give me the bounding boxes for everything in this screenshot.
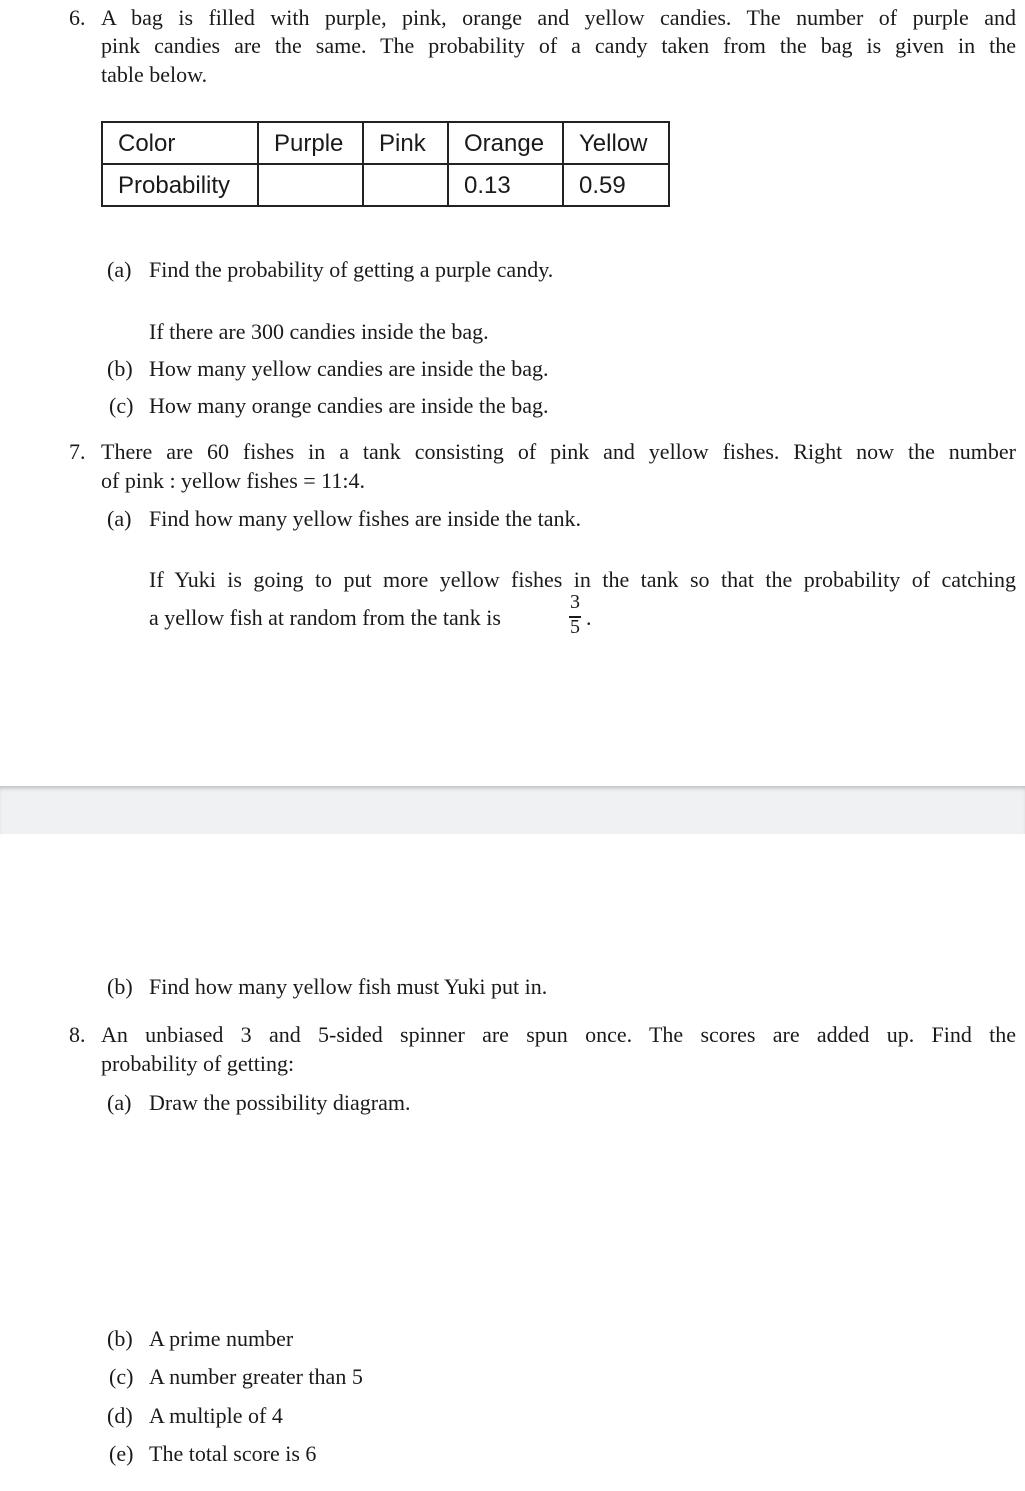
q8-part-b-text: A prime number — [149, 1326, 294, 1351]
question-6-line-3: table below. — [101, 62, 208, 87]
q7-part-b-label: (b) — [107, 974, 133, 999]
table-cell: Orange — [448, 122, 563, 164]
fraction-three-fifths — [565, 588, 585, 648]
q6-part-c-label: (c) — [109, 393, 134, 418]
question-7-number: 7. — [69, 439, 86, 464]
q6-part-a-label: (a) — [107, 257, 132, 282]
q6-part-a-text: Find the probability of getting a purple candy. — [149, 257, 554, 282]
q8-part-c-label: (c) — [109, 1364, 134, 1389]
table-cell: 0.13 — [448, 164, 563, 206]
table-cell: Pink — [363, 122, 448, 164]
q8-part-d-text: A multiple of 4 — [149, 1403, 283, 1428]
q6-part-c-text: How many orange candies are inside the bag. — [149, 393, 549, 418]
table-cell — [363, 164, 448, 206]
table-row — [102, 164, 669, 206]
q7-condition-line-1: If Yuki is going to put more yellow fishes in the tank so that the probability of catching — [149, 567, 1016, 592]
q8-part-a-label: (a) — [107, 1090, 132, 1115]
table-cell: Probability — [102, 164, 258, 206]
question-7-line-2: of pink : yellow fishes = 11:4. — [101, 468, 365, 493]
q7-part-b-text: Find how many yellow fish must Yuki put in. — [149, 974, 548, 999]
q7-condition-line-2: a yellow fish at random from the tank is — [149, 605, 501, 630]
q8-part-e-label: (e) — [109, 1441, 134, 1466]
question-7-line-1: There are 60 fishes in a tank consisting of pink and yellow fishes. Right now the number — [101, 439, 1016, 464]
q7-part-a-text: Find how many yellow fishes are inside the tank. — [149, 506, 581, 531]
table-cell — [258, 164, 363, 206]
q6-part-b-text: How many yellow candies are inside the bag. — [149, 356, 549, 381]
table-row — [102, 122, 669, 164]
question-6-line-2: pink candies are the same. The probability of a candy taken from the bag is given in the — [101, 33, 1016, 58]
fraction-numerator: 3 — [570, 591, 580, 613]
q8-part-b-label: (b) — [107, 1326, 133, 1351]
question-8-number: 8. — [69, 1022, 86, 1047]
q8-part-a-text: Draw the possibility diagram. — [149, 1090, 411, 1115]
q7-condition-end: . — [586, 605, 592, 630]
table-cell: 0.59 — [563, 164, 669, 206]
table-cell: Color — [102, 122, 258, 164]
question-8-line-1: An unbiased 3 and 5-sided spinner are spun once. The scores are added up. Find the — [101, 1022, 1016, 1047]
question-6-number: 6. — [69, 5, 86, 30]
q8-part-e-text: The total score is 6 — [149, 1441, 317, 1466]
question-6-line-1: A bag is filled with purple, pink, orange and yellow candies. The number of purple and — [101, 5, 1016, 30]
probability-table — [101, 121, 670, 207]
page-break-divider — [0, 786, 1025, 834]
question-8-line-2: probability of getting: — [101, 1051, 295, 1076]
q8-part-d-label: (d) — [107, 1403, 133, 1428]
q6-part-b-label: (b) — [107, 356, 133, 381]
table-cell: Purple — [258, 122, 363, 164]
q7-part-a-label: (a) — [107, 506, 132, 531]
fraction-denominator: 5 — [570, 616, 580, 638]
q6-condition: If there are 300 candies inside the bag. — [149, 319, 489, 344]
table-cell: Yellow — [563, 122, 669, 164]
q8-part-c-text: A number greater than 5 — [149, 1364, 363, 1389]
